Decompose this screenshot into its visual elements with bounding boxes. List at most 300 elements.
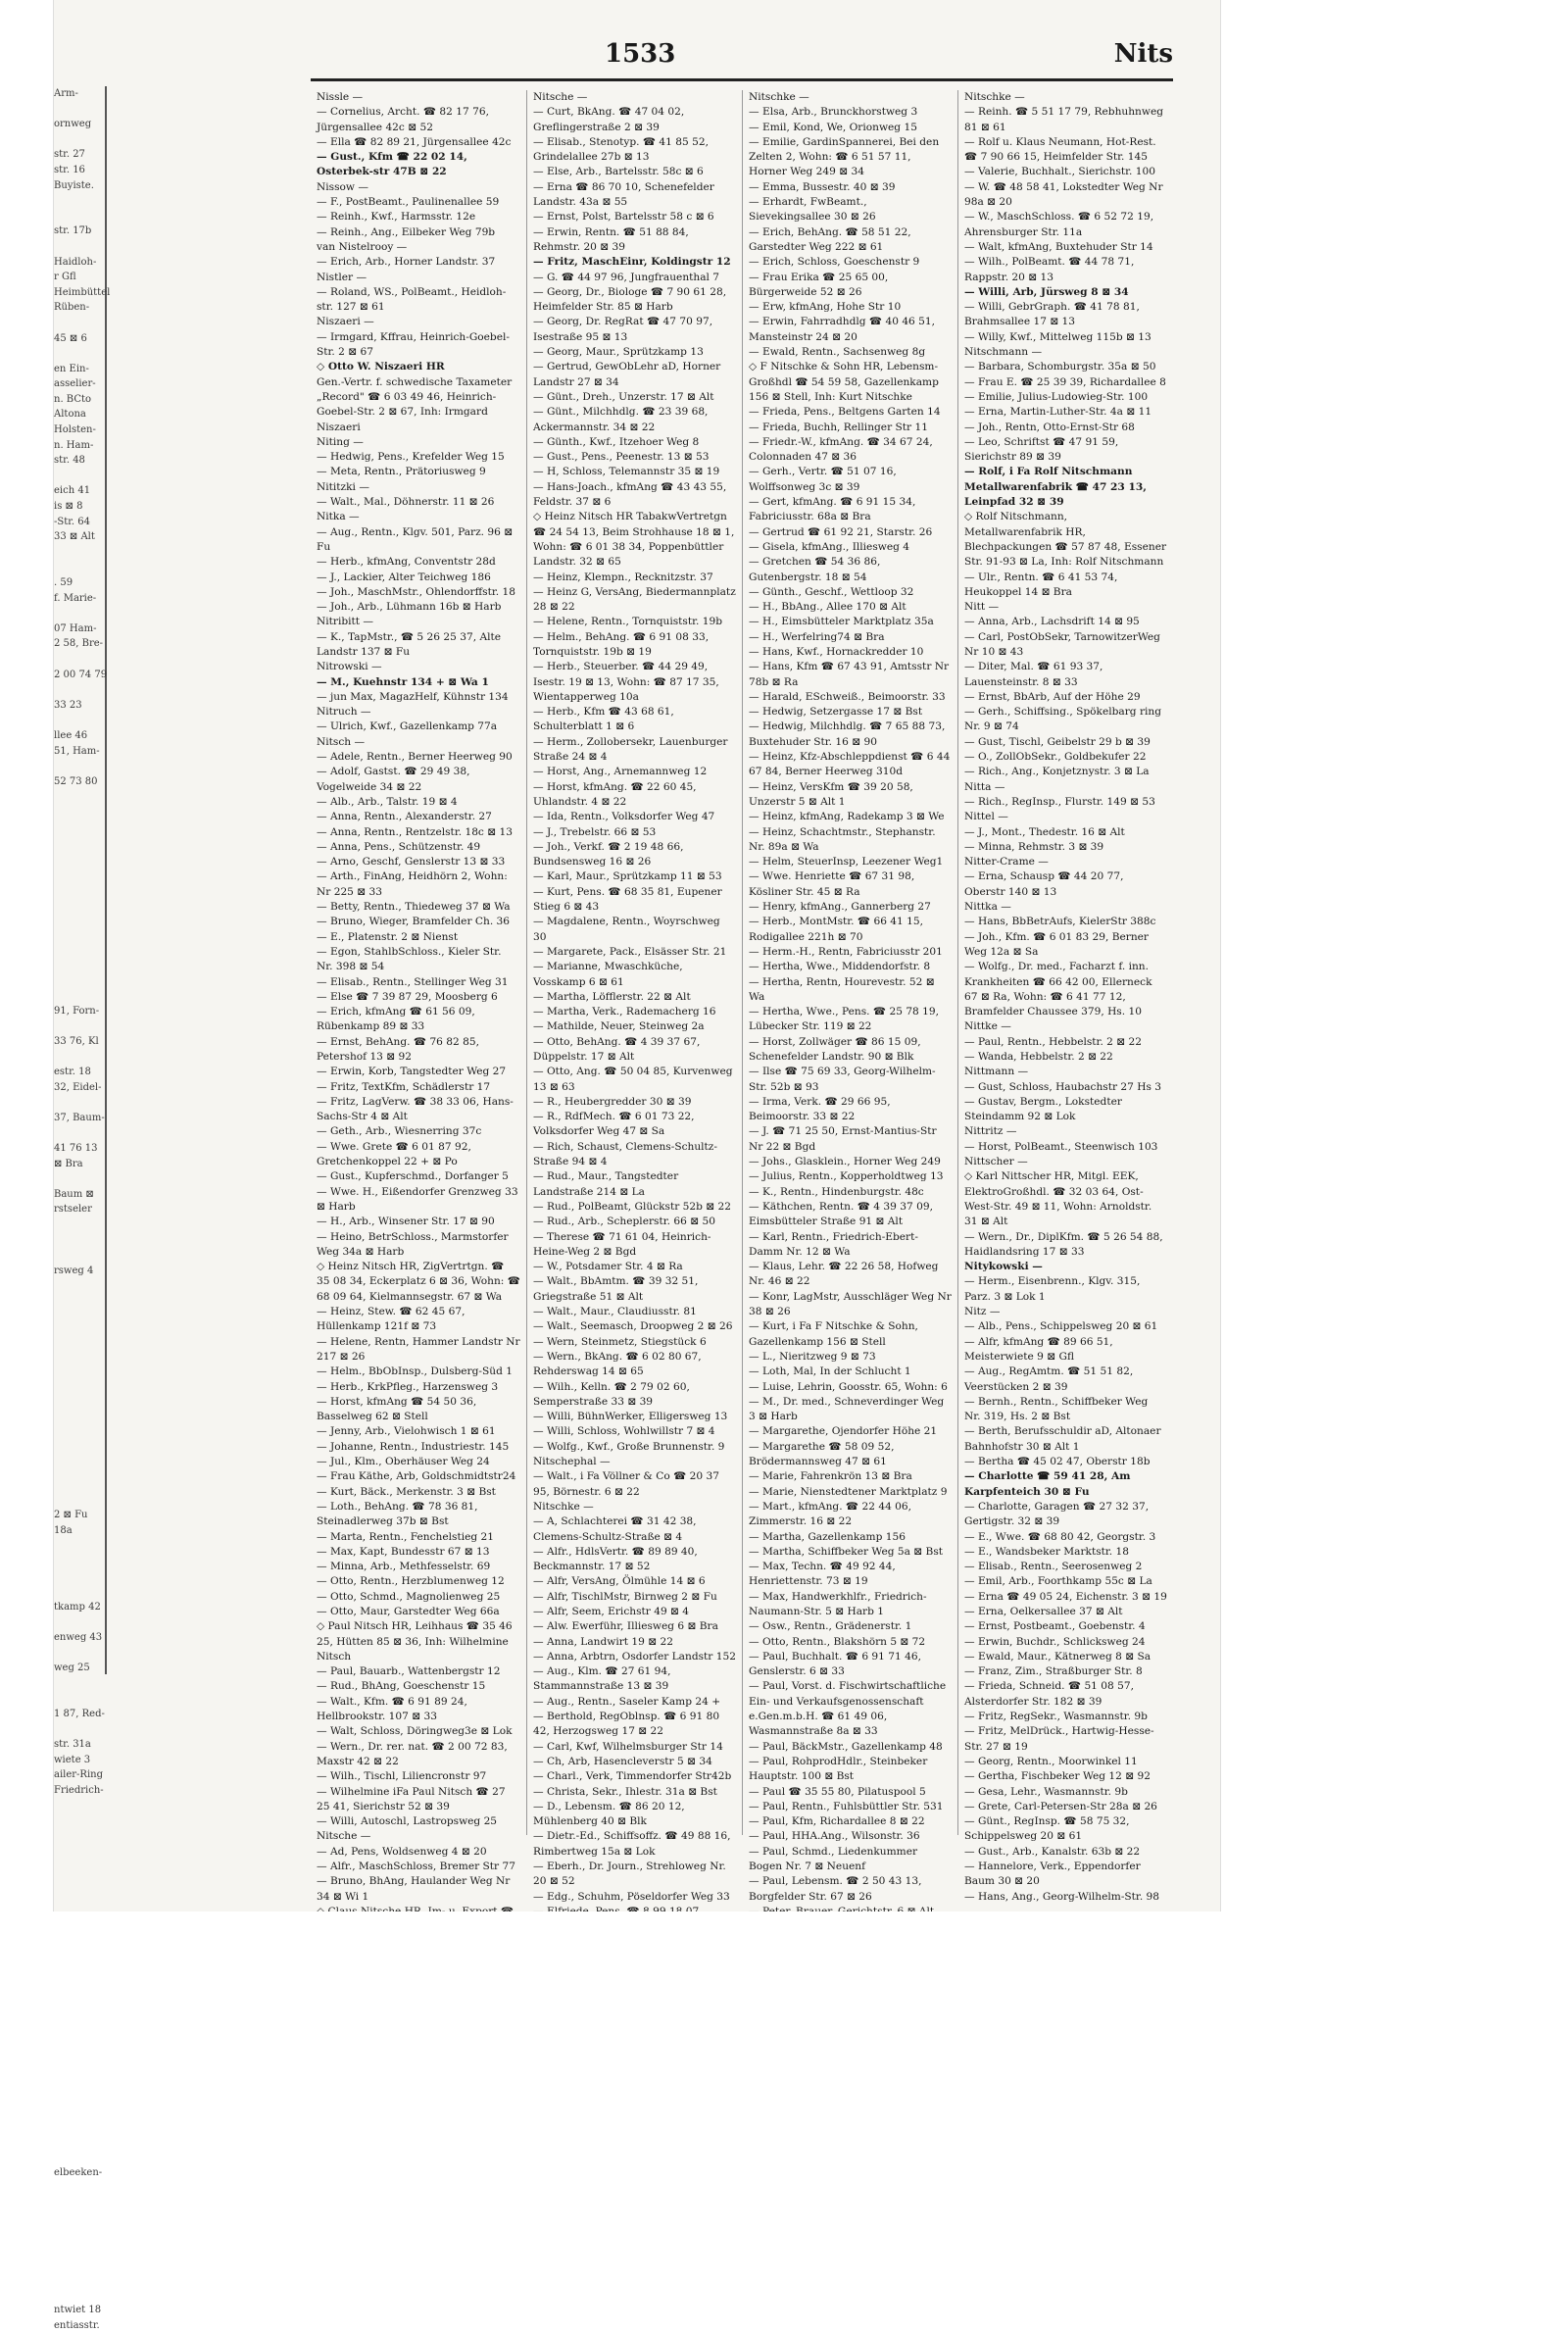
directory-entry: — Irma, Verk. ☎ 29 66 95, Beimoorstr. 33 ⊠ 22 <box>749 1095 891 1123</box>
directory-entry: — Marie, Fahrenkrön 13 ⊠ Bra <box>749 1470 912 1483</box>
directory-entry: — Adolf, Gastst. ☎ 29 49 38, Vogelweide 34 ⊠ 22 <box>317 766 470 793</box>
directory-entry: — Rolf, i Fa Rolf Nitschmann Metallwarenfabrik ☎ 47 23 13, Leinpfad 32 ⊠ 39 <box>964 466 1147 509</box>
strip-fragment <box>54 1248 105 1264</box>
directory-entry: — Ernst, Postbeamt., Goebenstr. 4 <box>964 1620 1146 1633</box>
directory-entry: — jun Max, MagazHelf, Kühnstr 134 <box>317 690 509 703</box>
directory-entry: — Gust., Kfm ☎ 22 02 14, Osterbek-str 47B ⊠ 22 <box>317 151 467 178</box>
directory-entry: — Berthold, RegOblnsp. ☎ 6 91 80 42, Herzogsweg 17 ⊠ 22 <box>533 1711 720 1738</box>
directory-entry: — Hannelore, Verk., Eppendorfer Baum 30 ⊠ 20 <box>964 1861 1141 1888</box>
directory-entry: — Helm, SteuerInsp, Leezener Weg1 <box>749 856 944 869</box>
strip-fragment: Altona <box>54 409 86 421</box>
directory-entry: — Rich, Schaust, Clemens-Schultz-Straße 94 ⊠ 4 <box>533 1140 717 1168</box>
directory-entry: — Günt., Milchhdlg. ☎ 23 39 68, Ackermannstr. 34 ⊠ 22 <box>533 406 709 433</box>
directory-entry: — Paul, RohprodHdlr., Steinbeker Hauptstr. 100 ⊠ Bst <box>749 1755 928 1783</box>
strip-fragment <box>54 2196 105 2211</box>
strip-fragment <box>54 1049 105 1065</box>
strip-fragment: 18a <box>54 1524 73 1536</box>
strip-fragment <box>54 682 105 698</box>
strip-fragment <box>54 972 105 988</box>
surname-heading: Nitt — <box>964 601 1000 614</box>
directory-entry: — Joh., MaschMstr., Ohlendorffstr. 18 <box>317 585 515 598</box>
strip-fragment: Buyiste. <box>54 179 94 191</box>
directory-entry: — Erw, kfmAng, Hohe Str 10 <box>749 301 902 314</box>
strip-fragment: elbeeken- <box>54 2166 103 2178</box>
strip-fragment: str. 16 <box>54 164 85 175</box>
strip-fragment: 33 23 <box>54 699 82 711</box>
directory-entry: — Wern., Dr., DiplKfm. ☎ 5 26 54 88, Haidlandsring 17 ⊠ 33 <box>964 1230 1163 1258</box>
directory-entry: — Walt., Kfm. ☎ 6 91 89 24, Hellbrookstr. 107 ⊠ 33 <box>317 1695 467 1723</box>
directory-entry: — K., Rentn., Hindenburgstr. 48c <box>749 1185 924 1198</box>
directory-entry: — Magdalene, Rentn., Woyrschweg 30 <box>533 916 720 943</box>
directory-entry: — Martha, Gazellenkamp 156 <box>749 1530 906 1543</box>
directory-entry: — Paul, Lebensm. ☎ 2 50 43 13, Borgfelder Str. 67 ⊠ 26 <box>749 1875 922 1903</box>
directory-entry: — Alb., Arb., Talstr. 19 ⊠ 4 <box>317 795 458 808</box>
directory-entry: — H, Schloss, Telemannstr 35 ⊠ 19 <box>533 466 720 478</box>
directory-entry: — Bruno, Wieger, Bramfelder Ch. 36 <box>317 916 511 928</box>
directory-entry: — Herb., kfmAng, Conventstr 28d <box>317 556 496 569</box>
directory-entry: — Ella ☎ 82 89 21, Jürgensallee 42c <box>317 135 512 148</box>
strip-fragment <box>54 1447 105 1463</box>
strip-fragment: n. BCto <box>54 393 92 405</box>
surname-heading: Nitschke — <box>749 91 809 103</box>
surname-heading: Nitruch — <box>317 706 371 719</box>
directory-entry: — Ernst, BbArb, Auf der Höhe 29 <box>964 690 1141 703</box>
directory-entry: — W. ☎ 48 58 41, Lokstedter Weg Nr 98a ⊠ 20 <box>964 180 1163 209</box>
directory-entry: — Aug., RegAmtm. ☎ 51 51 82, Veerstücken 2 ⊠ 39 <box>964 1365 1134 1393</box>
directory-entry: — Loth, Mal, In der Schlucht 1 <box>749 1365 911 1378</box>
directory-entry: — A, Schlachterei ☎ 31 42 38, Clemens-Schultz-Straße ⊠ 4 <box>533 1515 697 1543</box>
strip-fragment: 51, Ham- <box>54 745 100 757</box>
directory-entry: — Eberh., Dr. Journ., Strehloweg Nr. 20 ⊠ 52 <box>533 1861 726 1888</box>
directory-entry: — Wanda, Hebbelstr. 2 ⊠ 22 <box>964 1051 1113 1063</box>
strip-fragment <box>54 193 105 209</box>
directory-entry: — Erich, Schloss, Goeschenstr 9 <box>749 256 920 269</box>
directory-entry: — Alfr., MaschSchloss, Bremer Str 77 <box>317 1861 515 1873</box>
strip-fragment: str. 27 <box>54 149 85 161</box>
strip-fragment <box>54 1355 105 1370</box>
strip-fragment <box>54 2272 105 2288</box>
strip-fragment <box>54 1614 105 1630</box>
directory-entry: — Alb., Pens., Schippelsweg 20 ⊠ 61 <box>964 1320 1158 1333</box>
directory-entry: — Horst, Ang., Arnemannweg 12 <box>533 766 708 778</box>
strip-fragment <box>54 958 105 973</box>
directory-entry: — Elisab., Rentn., Seerosenweg 2 <box>964 1561 1143 1573</box>
directory-entry: — Alw. Ewerführ, Illiesweg 6 ⊠ Bra <box>533 1620 718 1633</box>
directory-entry: — Heino, BetrSchloss., Marmstorfer Weg 34a ⊠ Harb <box>317 1230 509 1258</box>
directory-entry: — Aug., Rentn., Saseler Kamp 24 + <box>533 1695 721 1708</box>
directory-entry: — Herb., Steuerber. ☎ 44 29 49, Isestr. 19 ⊠ 13, Wohn: ☎ 87 17 35, Wientapperweg 10a <box>533 661 719 703</box>
directory-entry: — Georg, Dr. RegRat ☎ 47 70 97, Isestraße 95 ⊠ 13 <box>533 316 713 343</box>
directory-entry: — Christa, Sekr., Ihlestr. 31a ⊠ Bst <box>533 1785 717 1798</box>
directory-entry: — Alfr, VersAng, Ölmühle 14 ⊠ 6 <box>533 1575 706 1588</box>
directory-entry: — Wern, Steinmetz, Stiegstück 6 <box>533 1335 707 1348</box>
directory-entry: — Mart., kfmAng. ☎ 22 44 06, Zimmerstr. 16 ⊠ 22 <box>749 1500 912 1528</box>
directory-entry: — Gust, Tischl, Geibelstr 29 b ⊠ 39 <box>964 735 1151 748</box>
column-4 <box>957 90 1173 1903</box>
directory-entry: — Gust., Arb., Kanalstr. 63b ⊠ 22 <box>964 1845 1141 1858</box>
directory-entry: — Helene, Rentn., Tornquiststr. 19b <box>533 616 722 628</box>
directory-entry: — Emil, Kond, We, Orionweg 15 <box>749 121 917 133</box>
surname-heading: Nitrowski — <box>317 661 382 673</box>
surname-heading: Nitschke — <box>533 1500 594 1513</box>
directory-entry: — Frau E. ☎ 25 39 39, Richardallee 8 <box>964 375 1166 388</box>
directory-entry: — Frieda, Pens., Beltgens Garten 14 <box>749 406 941 419</box>
adjacent-page-strip <box>54 86 111 2331</box>
directory-entry: — Hans-Joach., kfmAng ☎ 43 43 55, Feldstr. 37 ⊠ 6 <box>533 480 727 509</box>
strip-fragment: 2 00 74 79 <box>54 669 108 680</box>
directory-entry: — Wwe. H., Eißendorfer Grenzweg 33 ⊠ Harb <box>317 1185 518 1213</box>
directory-entry: — Wilhelmine iFa Paul Nitsch ☎ 27 25 41, Sierichstr 52 ⊠ 39 <box>317 1785 506 1812</box>
strip-fragment <box>54 652 105 668</box>
directory-entry: — Wern., Dr. rer. nat. ☎ 2 00 72 83, Maxstr 42 ⊠ 22 <box>317 1740 508 1767</box>
directory-entry: — Horst, Zollwäger ☎ 86 15 09, Schenefelder Landstr. 90 ⊠ Blk <box>749 1035 921 1063</box>
directory-entry: — Frau Käthe, Arb, Goldschmidtstr24 <box>317 1470 516 1483</box>
directory-entry: — Kurt, Bäck., Merkenstr. 3 ⊠ Bst <box>317 1485 496 1498</box>
directory-entry: — Erna ☎ 86 70 10, Schenefelder Landstr. 43a ⊠ 55 <box>533 180 714 209</box>
directory-entry: — Fritz, MaschEinr, Koldingstr 12 <box>533 256 731 269</box>
directory-entry: — Otto, Rentn., Blakshörn 5 ⊠ 72 <box>749 1635 926 1648</box>
directory-entry: ◇ Otto W. Niszaeri HR <box>317 361 445 373</box>
directory-entry: — H., Arb., Winsener Str. 17 ⊠ 90 <box>317 1216 495 1228</box>
directory-entry: — W., Potsdamer Str. 4 ⊠ Ra <box>533 1261 683 1273</box>
strip-fragment <box>54 1233 105 1249</box>
directory-entry: — Ernst, Polst, Bartelsstr 58 c ⊠ 6 <box>533 211 714 223</box>
strip-fragment: 37, Baum- <box>54 1112 105 1123</box>
strip-fragment <box>54 835 105 851</box>
directory-entry: — W., MaschSchloss. ☎ 6 52 72 19, Ahrensburger Str. 11a <box>964 211 1154 238</box>
directory-entry: — Johs., Glasklein., Horner Weg 249 <box>749 1156 941 1168</box>
directory-entry: — Alfr, kfmAng ☎ 89 66 51, Meisterwiete 9 ⊠ Gfl <box>964 1335 1113 1363</box>
running-head: Nits <box>1113 39 1173 69</box>
directory-entry: ◇ Rolf Nitschmann, Metallwarenfabrik HR, Blechpackungen ☎ 57 87 48, Essener Str. 91-93 ⊠ La, Inh: Rolf Nitschmann <box>964 511 1167 569</box>
strip-fragment: f. Marie- <box>54 592 97 604</box>
directory-entry: — Fritz, MelDrück., Hartwig-Hesse-Str. 27 ⊠ 19 <box>964 1725 1154 1753</box>
directory-entry: — Hedwig, Milchhdlg. ☎ 7 65 88 73, Buxtehuder Str. 16 ⊠ 90 <box>749 720 946 748</box>
directory-entry: — Elisab., Rentn., Stellinger Weg 31 <box>317 975 509 988</box>
directory-entry: — Emilie, Julius-Ludowieg-Str. 100 <box>964 390 1149 403</box>
directory-entry: — J., Mont., Thedestr. 16 ⊠ Alt <box>964 825 1125 838</box>
strip-fragment <box>54 2242 105 2258</box>
directory-entry: — Grete, Carl-Petersen-Str 28a ⊠ 26 <box>964 1800 1157 1812</box>
directory-entry: — Wilh., Kelln. ☎ 2 79 02 60, Semperstraße 33 ⊠ 39 <box>533 1380 690 1408</box>
strip-fragment: eich 41 <box>54 485 91 497</box>
strip-fragment: enweg 43 <box>54 1631 103 1643</box>
strip-fragment <box>54 1324 105 1340</box>
directory-entry: — Harald, ESchweiß., Beimoorstr. 33 <box>749 690 946 703</box>
strip-fragment <box>54 1217 105 1233</box>
header-rule <box>311 78 1173 81</box>
strip-fragment <box>54 1584 105 1600</box>
directory-entry: — Helm., BehAng. ☎ 6 91 08 33, Tornquiststr. 19b ⊠ 19 <box>533 630 710 658</box>
directory-entry: — Gertrud, GewObLehr aD, Horner Landstr 27 ⊠ 34 <box>533 361 721 388</box>
surname-heading: Niting — <box>317 435 364 448</box>
directory-entry: — Max, Handwerkhlfr., Friedrich-Naumann-Str. 5 ⊠ Harb 1 <box>749 1590 927 1617</box>
directory-entry: — Erna, Schausp ☎ 44 20 77, Oberstr 140 ⊠ 13 <box>964 870 1124 898</box>
directory-entry: — Elisab., Stenotyp. ☎ 41 85 52, Grindelallee 27b ⊠ 13 <box>533 135 709 164</box>
directory-entry: — Wern., BkAng. ☎ 6 02 80 67, Rehderswag 14 ⊠ 65 <box>533 1350 702 1378</box>
strip-fragment <box>54 759 105 774</box>
strip-fragment: 91, Forn- <box>54 1005 100 1017</box>
directory-entry: — Margarete, Pack., Elsässer Str. 21 <box>533 945 727 958</box>
strip-fragment <box>54 1860 105 1875</box>
directory-entry: — Karl, Maur., Sprützkamp 11 ⊠ 53 <box>533 870 722 883</box>
surname-heading: Nitsche — <box>317 1830 371 1843</box>
strip-fragment <box>54 1676 105 1692</box>
surname-heading: Nistler — <box>317 271 368 283</box>
strip-fragment: rsweg 4 <box>54 1265 94 1276</box>
directory-entry: — Hedwig, Pens., Krefelder Weg 15 <box>317 451 505 464</box>
directory-entry: — Egon, StahlbSchloss., Kieler Str. Nr. 398 ⊠ 54 <box>317 945 502 973</box>
directory-entry: — Walt., i Fa Völlner & Co ☎ 20 37 95, Börnestr. 6 ⊠ 22 <box>533 1470 719 1498</box>
directory-entry: — Margarethe ☎ 58 09 52, Brödermannsweg 47 ⊠ 61 <box>749 1440 895 1468</box>
directory-entry: — M., Dr. med., Schneverdinger Weg 3 ⊠ Harb <box>749 1395 945 1423</box>
directory-entry: — Julius, Rentn., Kopperholdtweg 13 <box>749 1170 944 1183</box>
strip-fragment <box>54 2257 105 2272</box>
strip-fragment <box>54 1538 105 1554</box>
directory-entry: — J., Trebelstr. 66 ⊠ 53 <box>533 825 657 838</box>
directory-entry: — Minna, Arb., Methfesselstr. 69 <box>317 1561 491 1573</box>
strip-fragment <box>54 209 105 224</box>
directory-entry: — Erwin, Korb, Tangstedter Weg 27 <box>317 1066 507 1078</box>
strip-fragment <box>54 1310 105 1325</box>
directory-entry: — Klaus, Lehr. ☎ 22 26 58, Hofweg Nr. 46 ⊠ 22 <box>749 1261 939 1288</box>
strip-fragment: str. 31a <box>54 1739 91 1751</box>
strip-fragment <box>54 1018 105 1034</box>
directory-entry: — Hertha, Wwe., Pens. ☎ 25 78 19, Lübecker Str. 119 ⊠ 22 <box>749 1006 940 1033</box>
strip-fragment <box>54 1370 105 1386</box>
directory-entry: — Rud., PolBeamt, Glückstr 52b ⊠ 22 <box>533 1200 732 1213</box>
directory-entry: — Erich, BehAng. ☎ 58 51 22, Garstedter Weg 222 ⊠ 61 <box>749 225 911 253</box>
directory-entry: — Georg, Rentn., Moorwinkel 11 <box>964 1755 1138 1767</box>
directory-entry: — Walt., Seemasch, Droopweg 2 ⊠ 26 <box>533 1320 733 1333</box>
directory-entry: — Paul, Kfm, Richardallee 8 ⊠ 22 <box>749 1815 925 1828</box>
directory-entry: — Loth., BehAng. ☎ 78 36 81, Steinadlerweg 37b ⊠ Bst <box>317 1500 478 1528</box>
directory-entry: — Roland, WS., PolBeamt., Heidloh-str. 127 ⊠ 61 <box>317 285 507 314</box>
directory-entry: — Osw., Rentn., Grädenerstr. 1 <box>749 1620 912 1633</box>
directory-entry: — H., Eimsbütteler Marktplatz 35a <box>749 616 934 628</box>
surname-heading: Nititzki — <box>317 480 369 493</box>
directory-entry: — Rolf u. Klaus Neumann, Hot-Rest. ☎ 7 90 66 15, Heimfelder Str. 145 <box>964 135 1156 164</box>
surname-heading: Nitschmann — <box>964 346 1043 359</box>
strip-fragment: 33 76, Kl <box>54 1035 99 1047</box>
strip-fragment: 2 ⊠ Fu <box>54 1510 88 1521</box>
directory-entry: — Erna, Martin-Luther-Str. 4a ⊠ 11 <box>964 406 1152 419</box>
directory-entry: — Minna, Rehmstr. 3 ⊠ 39 <box>964 840 1104 853</box>
directory-entry: — Mathilde, Neuer, Steinweg 2a <box>533 1020 705 1033</box>
strip-fragment <box>54 2180 105 2196</box>
strip-fragment: entiasstr. <box>54 2319 100 2331</box>
strip-fragment: Baum ⊠ <box>54 1188 94 1200</box>
directory-entry: — Arth., FinAng, Heidhörn 2, Wohn: Nr 225 ⊠ 33 <box>317 870 508 898</box>
directory-entry: — Friedr.-W., kfmAng. ☎ 34 67 24, Colonnaden 47 ⊠ 36 <box>749 435 933 464</box>
surname-heading: Nitsche — <box>533 91 588 103</box>
directory-entry: — Ulr., Rentn. ☎ 6 41 53 74, Heukoppel 14 ⊠ Bra <box>964 571 1118 598</box>
strip-fragment <box>54 988 105 1004</box>
directory-entry: — Wilh., PolBeamt. ☎ 44 78 71, Rappstr. 20 ⊠ 13 <box>964 256 1135 283</box>
surname-heading: Niszaeri — <box>317 316 374 328</box>
directory-entry: — M., Kuehnstr 134 + ⊠ Wa 1 <box>317 675 489 688</box>
directory-entry: — Therese ☎ 71 61 04, Heinrich-Heine-Weg 2 ⊠ Bgd <box>533 1230 711 1258</box>
directory-entry: — Günth., Geschf., Wettloop 32 <box>749 585 914 598</box>
directory-entry: — Hans, Kwf., Hornackredder 10 <box>749 645 924 658</box>
strip-fragment: 07 Ham- <box>54 622 97 634</box>
strip-fragment <box>54 1799 105 1814</box>
strip-fragment <box>54 1095 105 1111</box>
surname-heading: Nittmann — <box>964 1066 1029 1078</box>
surname-heading: Nitschephal — <box>533 1456 611 1468</box>
directory-entry: — Cornelius, Archt. ☎ 82 17 76, Jürgensallee 42c ⊠ 52 <box>317 106 489 133</box>
directory-entry: — Luise, Lehrin, Goosstr. 65, Wohn: 6 <box>749 1380 948 1393</box>
strip-fragment: Arm- <box>54 88 78 99</box>
directory-entry: — Reinh., Ang., Eilbeker Weg 79b <box>317 225 496 238</box>
directory-entry: — Ernst, BehAng. ☎ 76 82 85, Petershof 13 ⊠ 92 <box>317 1035 479 1063</box>
directory-entry: — Wolfg., Dr. med., Facharzt f. inn. Krankheiten ☎ 66 42 00, Ellerneck 67 ⊠ Ra, Wohn: ☎ 6 41 77 12, Bramfelder Chaussee 379, Hs. 10 <box>964 961 1152 1018</box>
directory-entry: — Gust., Kupferschmd., Dorfanger 5 <box>317 1170 509 1183</box>
directory-entry: — Berth, Berufsschuldir aD, Altonaer Bahnhofstr 30 ⊠ Alt 1 <box>964 1425 1161 1453</box>
strip-fragment <box>54 239 105 255</box>
strip-fragment <box>54 1294 105 1310</box>
directory-entry: — Rud., BhAng, Goeschenstr 15 <box>317 1680 486 1693</box>
directory-entry: — Rich., Ang., Konjetznystr. 3 ⊠ La <box>964 766 1150 778</box>
directory-entry: — Fritz, RegSekr., Wasmannstr. 9b <box>964 1711 1148 1723</box>
directory-entry: — Anna, Arb., Lachsdrift 14 ⊠ 95 <box>964 616 1140 628</box>
directory-entry: — Rud., Arb., Scheplerstr. 66 ⊠ 50 <box>533 1216 715 1228</box>
directory-entry: — Rud., Maur., Tangstedter Landstraße 214 ⊠ La <box>533 1170 679 1198</box>
strip-fragment <box>54 132 105 148</box>
column-1 <box>311 90 526 1903</box>
directory-entry: — Erwin, Fahrradhdlg ☎ 40 46 51, Mansteinstr 24 ⊠ 20 <box>749 316 936 343</box>
directory-entry: — Hertha, Wwe., Middendorfstr. 8 <box>749 961 931 973</box>
strip-fragment <box>54 1722 105 1738</box>
directory-entry: — Gust, Schloss, Haubachstr 27 Hs 3 <box>964 1080 1162 1093</box>
surname-heading: Nittke — <box>964 1020 1011 1033</box>
directory-entry: — Georg, Dr., Biologe ☎ 7 90 61 28, Heimfelder Str. 85 ⊠ Harb <box>533 285 727 314</box>
directory-entry: — Jenny, Arb., Vielohwisch 1 ⊠ 61 <box>317 1425 496 1438</box>
directory-entry: — Margarethe, Ojendorfer Höhe 21 <box>749 1425 938 1438</box>
directory-entry: — Konr, LagMstr, Ausschläger Weg Nr 38 ⊠ 26 <box>749 1290 952 1318</box>
directory-entry: — Heinz, Schachtmstr., Stephanstr. Nr. 89a ⊠ Wa <box>749 825 936 853</box>
directory-entry: — Gustav, Bergm., Lokstedter Steindamm 92 ⊠ Lok <box>964 1095 1122 1123</box>
strip-fragment: 2 58, Bre- <box>54 638 104 650</box>
directory-entry: — Joh., Arb., Lühmann 16b ⊠ Harb <box>317 601 502 614</box>
directory-entry: — E., Wandsbeker Marktstr. 18 <box>964 1545 1130 1558</box>
strip-fragment <box>54 1829 105 1845</box>
directory-entry: — Horst, kfmAng ☎ 54 50 36, Basselweg 62 ⊠ Stell <box>317 1395 477 1423</box>
directory-entry: — Bernh., Rentn., Schiffbeker Weg Nr. 319, Hs. 2 ⊠ Bst <box>964 1395 1149 1423</box>
directory-entry: — Edg., Schuhm, Pöseldorfer Weg 33 <box>533 1890 730 1903</box>
strip-fragment <box>54 1171 105 1187</box>
directory-entry: — Günt., RegInsp. ☎ 58 75 32, Schippelsweg 20 ⊠ 61 <box>964 1815 1130 1843</box>
strip-fragment: Holsten- <box>54 424 96 436</box>
directory-entry: — Herb., MontMstr. ☎ 66 41 15, Rodigallee 221h ⊠ 70 <box>749 916 924 943</box>
directory-entry: — Willi, Autoschl, Lastropsweg 25 <box>317 1815 498 1828</box>
directory-entry: — Aug., Klm. ☎ 27 61 94, Stammannstraße 13 ⊠ 39 <box>533 1665 671 1693</box>
directory-entry: — Ulrich, Kwf., Gazellenkamp 77a <box>317 720 498 733</box>
directory-entry: — Erna ☎ 49 05 24, Eichenstr. 3 ⊠ 19 <box>964 1590 1167 1603</box>
directory-entry: ◇ F Nitschke & Sohn HR, Lebensm-Großhdl ☎ 54 59 58, Gazellenkamp 156 ⊠ Stell, Inh: Kurt Nitschke <box>749 361 939 403</box>
directory-entry: — Willi, Schloss, Wohlwillstr 7 ⊠ 4 <box>533 1425 715 1438</box>
directory-entry: — Günt., Dreh., Unzerstr. 17 ⊠ Alt <box>533 390 714 403</box>
strip-fragment: 45 ⊠ 6 <box>54 332 87 344</box>
directory-entry: ◇ Heinz Nitsch HR, ZigVertrtgn. ☎ 35 08 34, Eckerplatz 6 ⊠ 36, Wohn: ☎ 68 09 64, Kielmannsegstr. 67 ⊠ Wa <box>317 1261 520 1303</box>
directory-entry: — Emilie, GardinSpannerei, Bei den Zelten 2, Wohn: ☎ 6 51 57 11, Horner Weg 249 ⊠ 34 <box>749 135 940 178</box>
directory-entry: — Bertha ☎ 45 02 47, Oberstr 18b <box>964 1456 1151 1468</box>
directory-entry: — Else, Arb., Bartelsstr. 58c ⊠ 6 <box>533 166 704 178</box>
directory-entry: — Anna, Landwirt 19 ⊠ 22 <box>533 1635 673 1648</box>
directory-entry: — Kurt, Pens. ☎ 68 35 81, Eupener Stieg 6 ⊠ 43 <box>533 885 722 914</box>
strip-fragment: 32, Eidel- <box>54 1081 102 1093</box>
surname-heading: Nitschke — <box>964 91 1025 103</box>
directory-entry: — Ad, Pens, Woldsenweg 4 ⊠ 20 <box>317 1845 487 1858</box>
column-2 <box>526 90 742 1903</box>
strip-fragment <box>54 2150 105 2165</box>
directory-entry: — Max, Techn. ☎ 49 92 44, Henriettenstr. 73 ⊠ 19 <box>749 1561 896 1588</box>
directory-entry: — Rich., RegInsp., Flurstr. 149 ⊠ 53 <box>964 795 1155 808</box>
directory-entry: — Carl, Kwf, Wilhelmsburger Str 14 <box>533 1740 723 1753</box>
directory-entry: — E., Platenstr. 2 ⊠ Nienst <box>317 930 459 943</box>
directory-entry: — Heinz G, VersAng, Biedermannplatz 28 ⊠ 22 <box>533 585 736 614</box>
strip-fragment <box>54 545 105 561</box>
strip-fragment <box>54 942 105 958</box>
strip-fragment: str. 48 <box>54 455 85 467</box>
directory-entry: — Reinh. ☎ 5 51 17 79, Rebhuhnweg 81 ⊠ 61 <box>964 106 1163 133</box>
strip-fragment <box>54 1385 105 1401</box>
directory-entry: — Paul ☎ 35 55 80, Pilatuspool 5 <box>749 1785 926 1798</box>
directory-entry: — Emma, Bussestr. 40 ⊠ 39 <box>749 180 896 193</box>
directory-entry: — Otto, BehAng. ☎ 4 39 37 67, Düppelstr. 17 ⊠ Alt <box>533 1035 701 1063</box>
directory-entry: — Ilse ☎ 75 69 33, Georg-Wilhelm-Str. 52b ⊠ 93 <box>749 1066 936 1093</box>
strip-fragment <box>54 1554 105 1569</box>
directory-entry: — Wwe. Henriette ☎ 67 31 98, Kösliner Str. 45 ⊠ Ra <box>749 870 915 898</box>
directory-entry: — R., Heubergredder 30 ⊠ 39 <box>533 1095 692 1108</box>
surname-heading: Nitykowski — <box>964 1261 1043 1273</box>
directory-entry: — H., Werfelring74 ⊠ Bra <box>749 630 885 643</box>
strip-fragment <box>54 805 105 820</box>
directory-entry: — Carl, PostObSekr, TarnowitzerWeg Nr 10 ⊠ 43 <box>964 630 1160 658</box>
strip-fragment <box>54 1431 105 1447</box>
strip-fragment: ntwiet 18 <box>54 2305 102 2316</box>
directory-entry: — Anna, Rentn., Rentzelstr. 18c ⊠ 13 <box>317 825 513 838</box>
directory-entry: — Gert, kfmAng. ☎ 6 91 15 34, Fabriciusstr. 68a ⊠ Bra <box>749 496 916 523</box>
directory-entry: — Diter, Mal. ☎ 61 93 37, Lauensteinstr. 8 ⊠ 33 <box>964 661 1103 688</box>
directory-entry: — Wwe. Grete ☎ 6 01 87 92, Gretchenkoppel 22 + ⊠ Po <box>317 1140 471 1168</box>
directory-entry: — Heinz, Klempn., Recknitzstr. 37 <box>533 571 713 583</box>
directory-entry: — Joh., Kfm. ☎ 6 01 83 29, Berner Weg 12a ⊠ Sa <box>964 930 1149 958</box>
strip-fragment: is ⊠ 8 <box>54 501 83 513</box>
directory-entry: — Geth., Arb., Wiesnerring 37c <box>317 1125 482 1138</box>
directory-entry: — O., ZollObSekr., Goldbekufer 22 <box>964 751 1147 764</box>
directory-entry: — J. ☎ 71 25 50, Ernst-Mantius-Str Nr 22 ⊠ Bgd <box>749 1125 937 1153</box>
directory-entry: — Gerh., Schiffsing., Spökelbarg ring Nr. 9 ⊠ 74 <box>964 706 1162 733</box>
strip-fragment: r Gfl <box>54 272 76 283</box>
directory-entry: — Willy, Kwf., Mittelweg 115b ⊠ 13 <box>964 330 1152 343</box>
directory-entry: — Walt, Schloss, Döringweg3e ⊠ Lok <box>317 1725 513 1738</box>
surname-heading: Nittel — <box>964 811 1008 823</box>
directory-entry: — Meta, Rentn., Prätoriusweg 9 <box>317 466 486 478</box>
directory-entry: — Marta, Rentn., Fenchelstieg 21 <box>317 1530 495 1543</box>
directory-entry: — Otto, Schmd., Magnolienweg 25 <box>317 1590 501 1603</box>
directory-entry: — Kurt, i Fa F Nitschke & Sohn, Gazellenkamp 156 ⊠ Stell <box>749 1320 918 1348</box>
directory-entry: — R., RdfMech. ☎ 6 01 73 22, Volksdorfer Weg 47 ⊠ Sa <box>533 1111 695 1138</box>
directory-entry: — Heinz, Stew. ☎ 62 45 67, Hüllenkamp 121f ⊠ 73 <box>317 1306 466 1333</box>
strip-fragment: . 59 <box>54 577 74 588</box>
strip-fragment: n. Ham- <box>54 439 94 451</box>
directory-entry: — Emil, Arb., Foorthkamp 55c ⊠ La <box>964 1575 1152 1588</box>
directory-entry: — Reinh., Kwf., Harmsstr. 12e <box>317 211 476 223</box>
directory-entry: — Paul, BäckMstr., Gazellenkamp 48 <box>749 1740 943 1753</box>
strip-fragment: en Ein- <box>54 363 89 374</box>
directory-entry: — Adele, Rentn., Berner Heerweg 90 <box>317 751 513 764</box>
